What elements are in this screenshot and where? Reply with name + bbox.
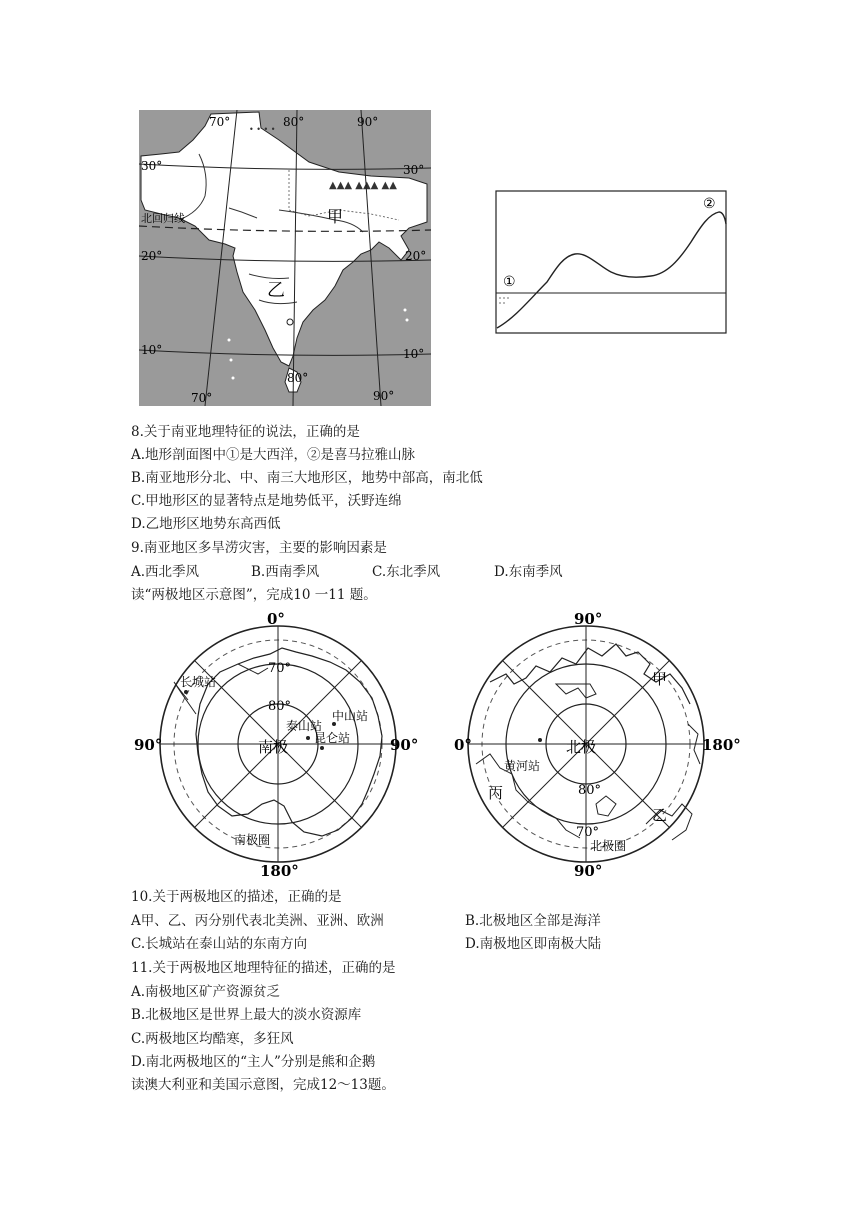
profile-marker-1: ① (503, 274, 516, 290)
lon-label-top-90: 90° (357, 115, 379, 129)
svg-text:▲▲▲ ▲▲▲ ▲▲: ▲▲▲ ▲▲▲ ▲▲ (329, 180, 397, 191)
antarctic-map (134, 612, 424, 880)
lon-label-top-70: 70° (209, 115, 231, 129)
profile-marker-2: ② (703, 196, 716, 212)
station-huanghe-label: 黄河站 (504, 759, 541, 773)
south-asia-map (139, 110, 431, 406)
antarctic-label-left: 90° (134, 736, 163, 754)
arctic-label-right: 180° (702, 736, 741, 754)
q9-option-b: B.西南季风 (251, 564, 320, 580)
q10-option-b: B.北极地区全部是海洋 (465, 913, 601, 929)
lat-label-right-20: 20° (405, 249, 427, 263)
tropic-of-cancer-label: 北回归线 (141, 212, 185, 225)
lon-label-bottom-90: 90° (373, 389, 395, 403)
arctic-label-top: 90° (574, 612, 603, 628)
q11-option-b: B.北极地区是世界上最大的淡水资源库 (131, 1007, 362, 1023)
svg-text:• • • •: • • • • (249, 125, 276, 134)
terrain-profile (495, 190, 727, 334)
lat-label-left-10: 10° (141, 343, 163, 357)
arctic-lat-70: 70° (576, 825, 600, 840)
station-taishan-label: 泰山站 (286, 719, 323, 733)
antarctic-center-label: 南极 (258, 738, 289, 756)
intro-12-13: 读澳大利亚和美国示意图，完成12～13题。 (131, 1077, 395, 1093)
q9-option-a: A.西北季风 (131, 564, 200, 580)
lat-label-right-10: 10° (403, 347, 425, 361)
q11-option-d: D.南北两极地区的“主人”分别是熊和企鹅 (131, 1054, 376, 1070)
q9-option-c: C.东北季风 (372, 564, 441, 580)
station-zhongshan-label: 中山站 (332, 709, 369, 723)
q11-option-c: C.两极地区均酷寒，多狂风 (131, 1031, 294, 1047)
arctic-label-bottom: 90° (574, 862, 603, 880)
arctic-lat-80: 80° (578, 783, 602, 798)
q11-stem: 11.关于两极地区地理特征的描述，正确的是 (131, 960, 396, 976)
q10-option-d: D.南极地区即南极大陆 (465, 936, 602, 952)
q10-option-a: A甲、乙、丙分别代表北美洲、亚洲、欧洲 (131, 913, 384, 929)
q8-stem: 8.关于南亚地理特征的说法，正确的是 (131, 424, 360, 440)
q8-option-b: B.南亚地形分北、中、南三大地形区，地势中部高，南北低 (131, 470, 483, 486)
lon-label-bottom-70: 70° (191, 391, 213, 405)
lon-label-bottom-80: 80° (287, 371, 309, 385)
arctic-bing-label: 丙 (488, 784, 504, 802)
region-jia-label: 甲 (327, 207, 344, 226)
arctic-yi-label: 乙 (652, 806, 668, 824)
arctic-map (446, 612, 742, 880)
lat-label-right-30: 30° (403, 163, 425, 177)
antarctic-lat-70: 70° (268, 661, 292, 676)
q10-stem: 10.关于两极地区的描述，正确的是 (131, 889, 342, 905)
q9-option-d: D.东南季风 (494, 564, 563, 580)
station-kunlun-label: 昆仑站 (314, 731, 351, 745)
q11-option-a: A.南极地区矿产资源贫乏 (131, 984, 281, 1000)
intro-10-11: 读“两极地区示意图”，完成10 一11 题。 (131, 587, 377, 603)
q9-stem: 9.南亚地区多旱涝灾害，主要的影响因素是 (131, 540, 387, 556)
arctic-jia-label: 甲 (652, 670, 668, 688)
q8-option-a: A.地形剖面图中①是大西洋，②是喜马拉雅山脉 (131, 447, 416, 463)
lat-label-left-20: 20° (141, 249, 163, 263)
antarctic-circle-label: 南极圈 (234, 833, 271, 847)
arctic-circle-label: 北极圈 (590, 839, 627, 853)
antarctic-lat-80: 80° (268, 699, 292, 714)
lon-label-top-80: 80° (283, 115, 305, 129)
q8-option-c: C.甲地形区的显著特点是地势低平，沃野连绵 (131, 493, 402, 509)
antarctic-label-right: 90° (390, 736, 419, 754)
arctic-label-left: 0° (454, 736, 472, 754)
arctic-center-label: 北极 (566, 738, 597, 756)
antarctic-label-top: 0° (267, 612, 285, 628)
q10-option-c: C.长城站在泰山站的东南方向 (131, 936, 308, 952)
region-yi-label: 乙 (267, 280, 285, 301)
station-changcheng-label: 长城站 (180, 675, 217, 689)
antarctic-label-bottom: 180° (260, 862, 299, 880)
q8-option-d: D.乙地形区地势东高西低 (131, 516, 281, 532)
lat-label-left-30: 30° (141, 159, 163, 173)
